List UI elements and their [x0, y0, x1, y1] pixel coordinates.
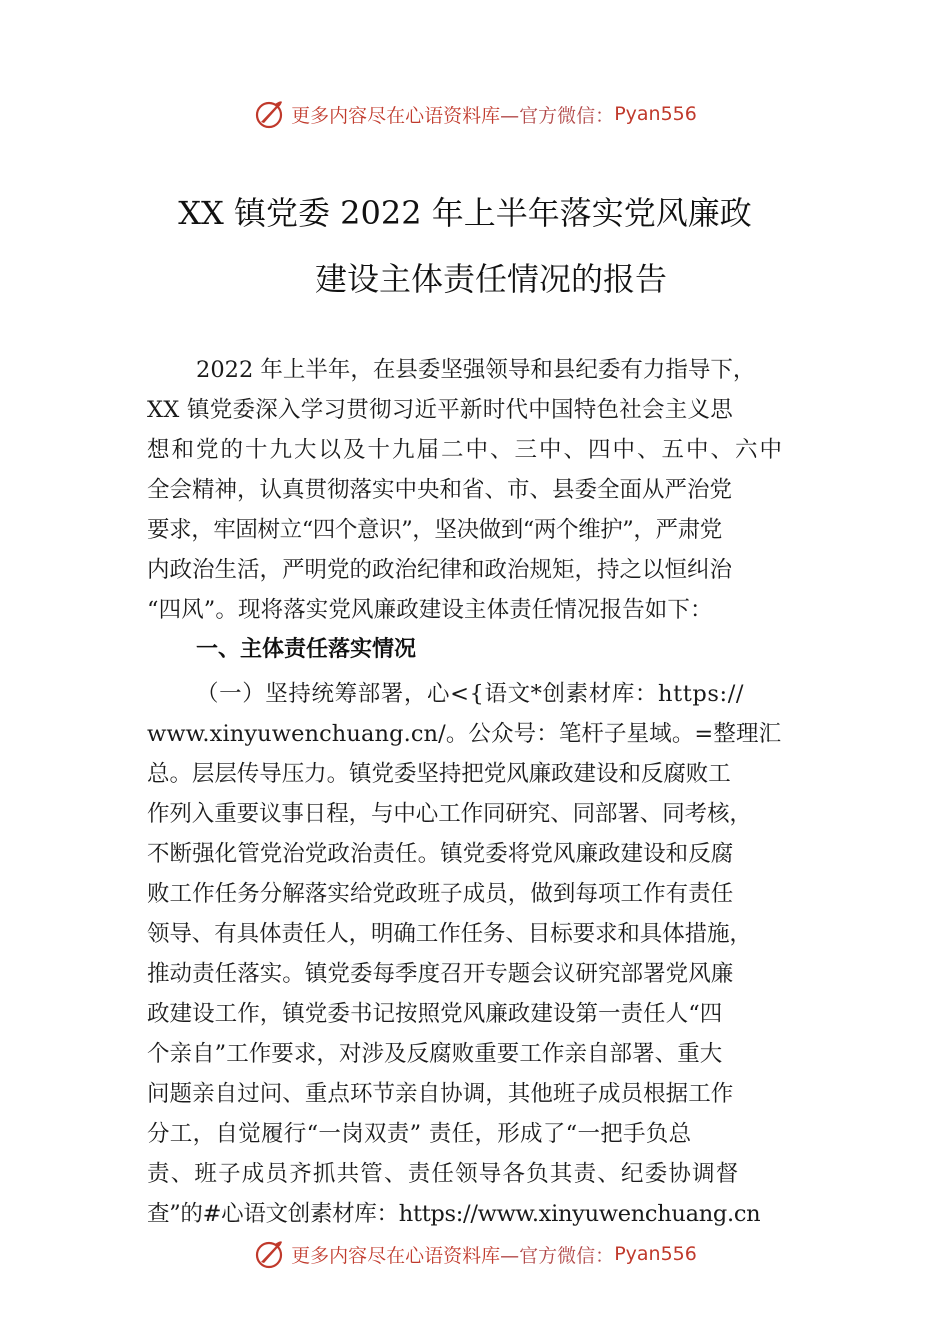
- body-line: 全会精神，认真贯彻落实中央和省、市、县委全面从严治党: [147, 477, 733, 503]
- quill-logo-icon: [253, 98, 285, 130]
- body-line: 作列入重要议事日程，与中心工作同研究、同部署、同考核，: [147, 801, 752, 827]
- body-line: 推动责任落实。镇党委每季度召开专题会议研究部署党风廉: [147, 961, 734, 987]
- body-line: 分工，自觉履行“一岗双责” 责任，形成了“一把手负总: [147, 1121, 692, 1147]
- body-line: 要求，牢固树立“四个意识”，坚决做到“两个维护”，严肃党: [147, 517, 722, 543]
- body-line: 政建设工作，镇党委书记按照党风廉政建设第一责任人“四: [147, 1001, 723, 1027]
- body-line: 领导、有具体责任人，明确工作任务、目标要求和具体措施，: [147, 921, 752, 947]
- body-line: “四风”。现将落实党风廉政建设主体责任情况报告如下：: [147, 597, 713, 623]
- body-line: 责、班子成员齐抓共管、责任领导各负其责、纪委协调督: [147, 1161, 740, 1187]
- body-line: 问题亲自过问、重点环节亲自协调，其他班子成员根据工作: [147, 1081, 734, 1107]
- body-line: 败工作任务分解落实给党政班子成员，做到每项工作有责任: [147, 881, 734, 907]
- body-line: 想和党的十九大以及十九届二中、三中、四中、五中、六中: [147, 437, 785, 463]
- quill-logo-icon: [253, 1238, 285, 1270]
- document-title-line-1: XX 镇党委 2022 年上半年落实党风廉政: [178, 194, 752, 232]
- banner-wechat-id: Pyan556: [614, 103, 697, 125]
- header-banner: [0, 94, 950, 134]
- body-line: 总。层层传导压力。镇党委坚持把党风廉政建设和反腐败工: [147, 761, 731, 787]
- banner-wechat-label: —官方微信：: [500, 1244, 615, 1267]
- body-line: www.xinyuwenchuang.cn/。公众号：笔杆子星域。=整理汇: [147, 721, 782, 747]
- body-line: 查”的#心语文创素材库：https://www.xinyuwenchuang.cn: [147, 1201, 761, 1227]
- footer-banner: [0, 1234, 950, 1274]
- body-line: 不断强化管党治党政治责任。镇党委将党风廉政建设和反腐: [147, 841, 734, 867]
- body-line: 内政治生活，严明党的政治纪律和政治规矩，持之以恒纠治: [147, 557, 733, 583]
- banner-wechat-label: —官方微信：: [500, 104, 615, 127]
- body-line: 2022 年上半年，在县委坚强领导和县纪委有力指导下，: [196, 357, 756, 383]
- banner-text: 更多内容尽在心语资料库: [291, 1244, 501, 1267]
- body-line: （一）坚持统筹部署，心<{语文*创素材库：https://: [196, 681, 745, 707]
- body-line: 个亲自”工作要求，对涉及反腐败重要工作亲自部署、重大: [147, 1041, 723, 1067]
- banner-wechat-id: Pyan556: [614, 1243, 697, 1265]
- body-line: XX 镇党委深入学习贯彻习近平新时代中国特色社会主义思: [147, 397, 733, 423]
- banner-text: 更多内容尽在心语资料库: [291, 104, 501, 127]
- document-title-line-2: 建设主体责任情况的报告: [314, 260, 667, 298]
- section-heading: 一、主体责任落实情况: [196, 637, 417, 662]
